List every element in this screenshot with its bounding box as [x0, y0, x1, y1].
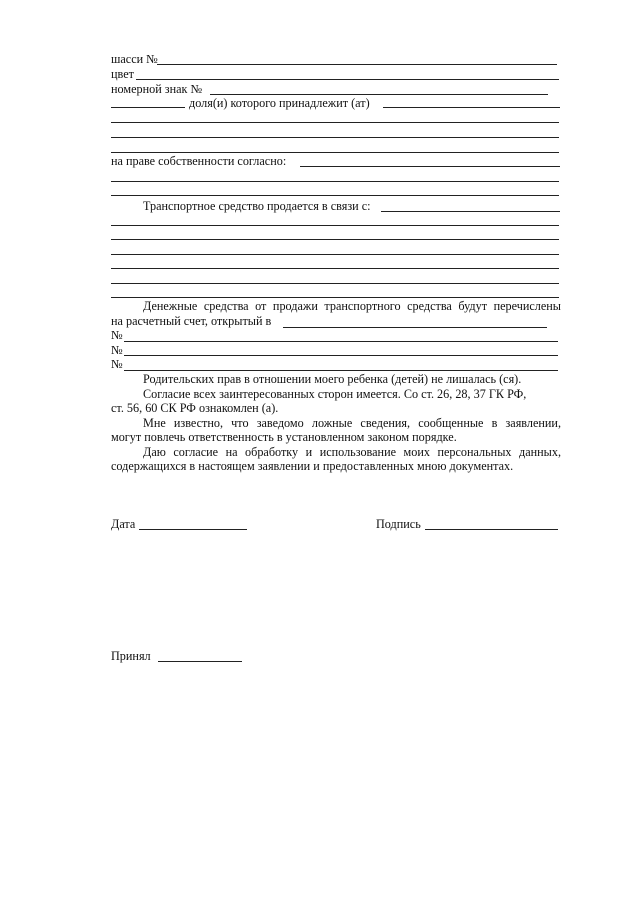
accepted-label: Принял: [111, 649, 151, 663]
ownership-line-3[interactable]: [111, 195, 559, 196]
funds-text-line2: на расчетный счет, открытый в: [111, 314, 272, 328]
statement-parental-rights: Родительских прав в отношении моего ребенка (детей) не лишалась (ся).: [143, 372, 522, 386]
owner-line-2[interactable]: [111, 137, 559, 138]
plate-label: номерной знак №: [111, 82, 203, 96]
sale-reason-line-3[interactable]: [111, 239, 559, 240]
owner-line-1[interactable]: [111, 122, 559, 123]
account-no-label-3: №: [111, 357, 123, 371]
account-field-3[interactable]: [124, 370, 558, 371]
sale-reason-line-5[interactable]: [111, 268, 559, 269]
share-owner-field[interactable]: [383, 107, 560, 108]
date-field[interactable]: [139, 529, 247, 530]
statement-personal-data-line1: Даю согласие на обработку и использование моих персональных данных,: [143, 445, 561, 459]
color-field[interactable]: [136, 79, 559, 80]
sale-reason-line-7[interactable]: [111, 297, 559, 298]
account-field-2[interactable]: [124, 355, 558, 356]
statement-personal-data-line2: содержащихся в настоящем заявлении и предоставленных мною документах.: [111, 459, 514, 473]
sale-reason-line-4[interactable]: [111, 254, 559, 255]
bank-field[interactable]: [283, 327, 547, 328]
signature-label: Подпись: [376, 517, 421, 531]
owner-line-3[interactable]: [111, 152, 559, 153]
ownership-field[interactable]: [300, 166, 560, 167]
ownership-label: на праве собственности согласно:: [111, 154, 287, 168]
sale-reason-line-6[interactable]: [111, 283, 559, 284]
chassis-field[interactable]: [157, 64, 557, 65]
statement-liability-line1: Мне известно, что заведомо ложные сведения, сообщенные в заявлении,: [143, 416, 561, 430]
signature-field[interactable]: [425, 529, 558, 530]
account-field-1[interactable]: [124, 341, 558, 342]
account-no-label-1: №: [111, 328, 123, 342]
color-label: цвет: [111, 67, 134, 81]
funds-text-line1: Денежные средства от продажи транспортного средства будут перечислены: [143, 299, 561, 313]
sale-reason-line-2[interactable]: [111, 225, 559, 226]
chassis-label: шасси №: [111, 52, 158, 66]
date-label: Дата: [111, 517, 136, 531]
sale-reason-label: Транспортное средство продается в связи с:: [143, 199, 371, 213]
ownership-line-2[interactable]: [111, 181, 559, 182]
account-no-label-2: №: [111, 343, 123, 357]
plate-field[interactable]: [210, 94, 548, 95]
accepted-field[interactable]: [158, 661, 242, 662]
share-label: доля(и) которого принадлежит (ат): [189, 96, 370, 110]
sale-reason-field[interactable]: [381, 211, 560, 212]
statement-consent-line2: ст. 56, 60 СК РФ ознакомлен (а).: [111, 401, 279, 415]
share-fraction-field[interactable]: [111, 107, 185, 108]
statement-liability-line2: могут повлечь ответственность в установленном законом порядке.: [111, 430, 457, 444]
statement-consent-line1: Согласие всех заинтересованных сторон имеется. Со ст. 26, 28, 37 ГК РФ,: [143, 387, 527, 401]
